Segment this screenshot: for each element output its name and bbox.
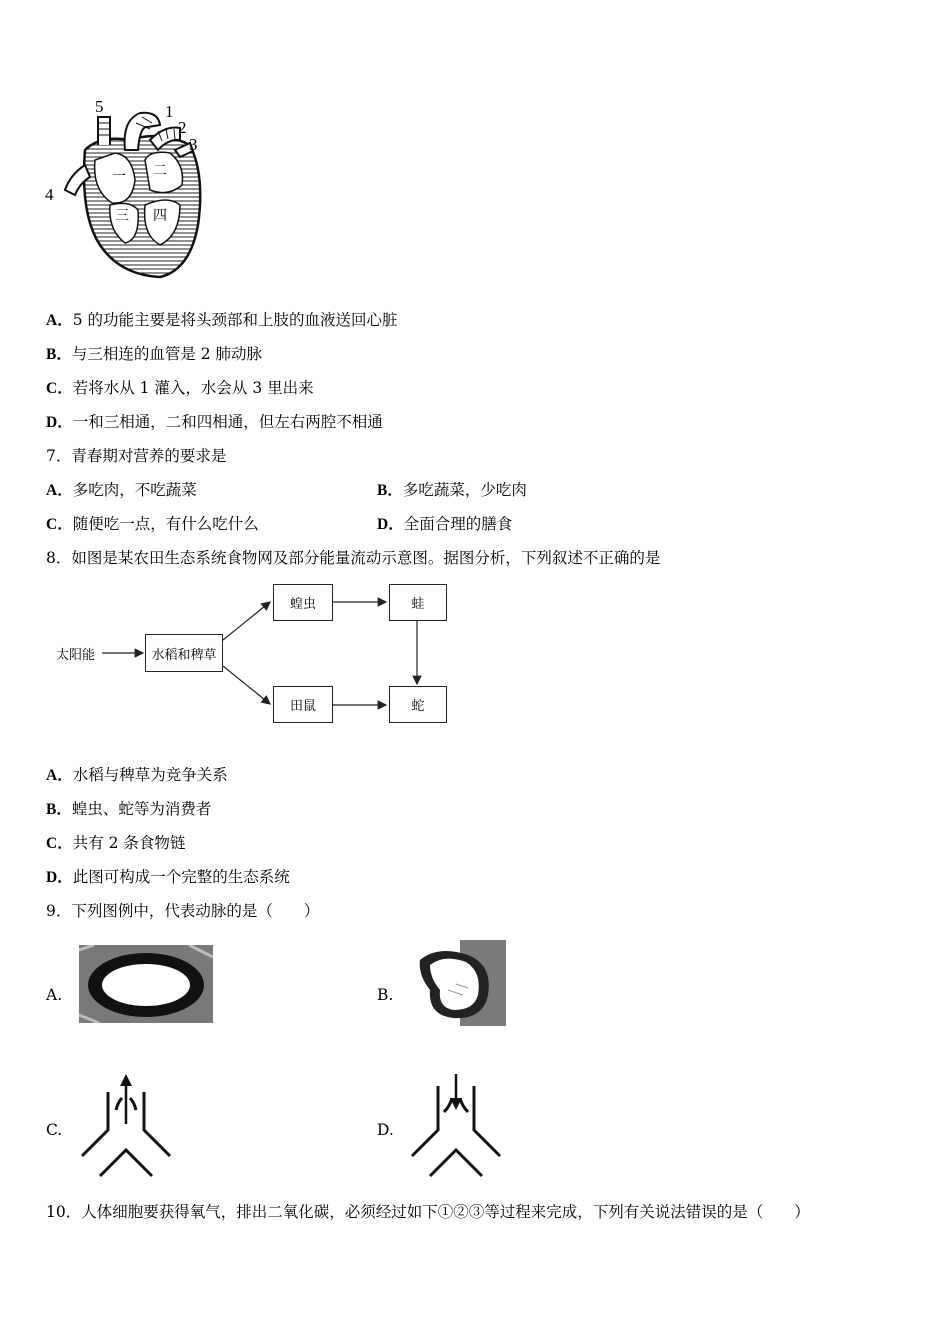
food-web-diagram <box>50 578 460 728</box>
option-text: 此图可构成一个完整的生态系统 <box>72 868 290 886</box>
q9-option-b-image[interactable] <box>408 940 506 1026</box>
option-letter: C． <box>46 835 73 852</box>
vein-cross-section <box>408 940 506 1026</box>
vessel-5 <box>98 117 110 145</box>
q9-option-c-image[interactable] <box>78 1072 174 1180</box>
q7-option-c[interactable] <box>46 514 259 535</box>
option-text: 多吃蔬菜，少吃肉 <box>402 481 527 499</box>
node-frog: 蛙 <box>389 584 447 621</box>
option-text: 5 的功能主要是将头颈部和上肢的血液送回心脏 <box>72 311 398 329</box>
option-letter: A． <box>46 312 73 329</box>
heart-label-1: 1 <box>165 102 174 121</box>
option-text: 多吃肉，不吃蔬菜 <box>72 481 197 499</box>
q6-option-a[interactable] <box>46 310 398 331</box>
chamber-label-2: 二 <box>153 163 167 179</box>
q8-stem: 8．如图是某农田生态系统食物网及部分能量流动示意图。据图分析，下列叙述不正确的是 <box>46 549 661 567</box>
option-letter: B． <box>46 801 72 818</box>
node-snake: 蛇 <box>389 686 447 723</box>
q8-option-a[interactable] <box>46 765 228 786</box>
q7-option-a[interactable] <box>46 480 197 501</box>
q10-stem: 10．人体细胞要获得氧气，排出二氧化碳，必须经过如下①②③等过程来完成，下列有关说法错误的是（ ） <box>46 1203 810 1221</box>
q9-option-b-letter[interactable]: B. <box>377 986 394 1004</box>
node-mouse: 田鼠 <box>273 686 333 723</box>
option-letter: B． <box>377 482 403 499</box>
option-letter: D． <box>46 414 73 431</box>
heart-figure <box>40 95 230 285</box>
heart-label-5: 5 <box>95 97 104 116</box>
vessel-branch-down-arrow <box>408 1072 504 1180</box>
option-text: 与三相连的血管是 2 肺动脉 <box>71 345 263 363</box>
q9-option-a-image[interactable] <box>79 945 213 1023</box>
option-letter: C． <box>46 516 73 533</box>
chamber-label-4: 四 <box>153 208 167 224</box>
option-letter: A． <box>46 767 73 784</box>
option-text: 若将水从 1 灌入，水会从 3 里出来 <box>72 379 314 397</box>
q7-option-d[interactable] <box>377 514 512 535</box>
option-letter: D． <box>377 516 404 533</box>
option-letter: B． <box>46 346 72 363</box>
option-text: 随便吃一点，有什么吃什么 <box>72 515 259 533</box>
option-letter: C． <box>46 380 73 397</box>
option-text: 一和三相通，二和四相通，但左右两腔不相通 <box>72 413 383 431</box>
option-text: 水稻与稗草为竞争关系 <box>72 766 228 784</box>
q7-stem: 7．青春期对营养的要求是 <box>46 447 227 465</box>
artery-cross-section <box>79 945 213 1023</box>
option-text: 全面合理的膳食 <box>403 515 513 533</box>
vessel-branch-up-arrow <box>78 1072 174 1180</box>
heart-label-3: 3 <box>189 135 198 154</box>
node-sun: 太阳能 <box>56 648 96 663</box>
q9-option-d-letter[interactable]: D. <box>377 1121 394 1139</box>
q6-option-d[interactable] <box>46 412 383 433</box>
chamber-label-1: 一 <box>112 169 126 185</box>
option-letter: A． <box>46 482 73 499</box>
q7-option-b[interactable] <box>377 480 527 501</box>
heart-label-2: 2 <box>178 118 187 137</box>
q8-option-b[interactable] <box>46 799 211 820</box>
heart-label-4: 4 <box>45 185 54 204</box>
q9-option-a-letter[interactable]: A. <box>46 986 63 1004</box>
node-locust: 蝗虫 <box>273 584 333 621</box>
q9-option-c-letter[interactable]: C. <box>46 1121 63 1139</box>
option-text: 共有 2 条食物链 <box>72 834 186 852</box>
q6-option-b[interactable] <box>46 344 262 365</box>
q8-option-d[interactable] <box>46 867 290 888</box>
heart-diagram <box>40 95 230 285</box>
option-text: 蝗虫、蛇等为消费者 <box>71 800 212 818</box>
q6-option-c[interactable] <box>46 378 314 399</box>
q8-option-c[interactable] <box>46 833 185 854</box>
chamber-label-3: 三 <box>115 208 129 224</box>
q9-stem: 9．下列图例中，代表动脉的是（ ） <box>46 902 320 920</box>
node-producer: 水稻和稗草 <box>145 634 223 672</box>
option-letter: D． <box>46 869 73 886</box>
q9-option-d-image[interactable] <box>408 1072 504 1180</box>
